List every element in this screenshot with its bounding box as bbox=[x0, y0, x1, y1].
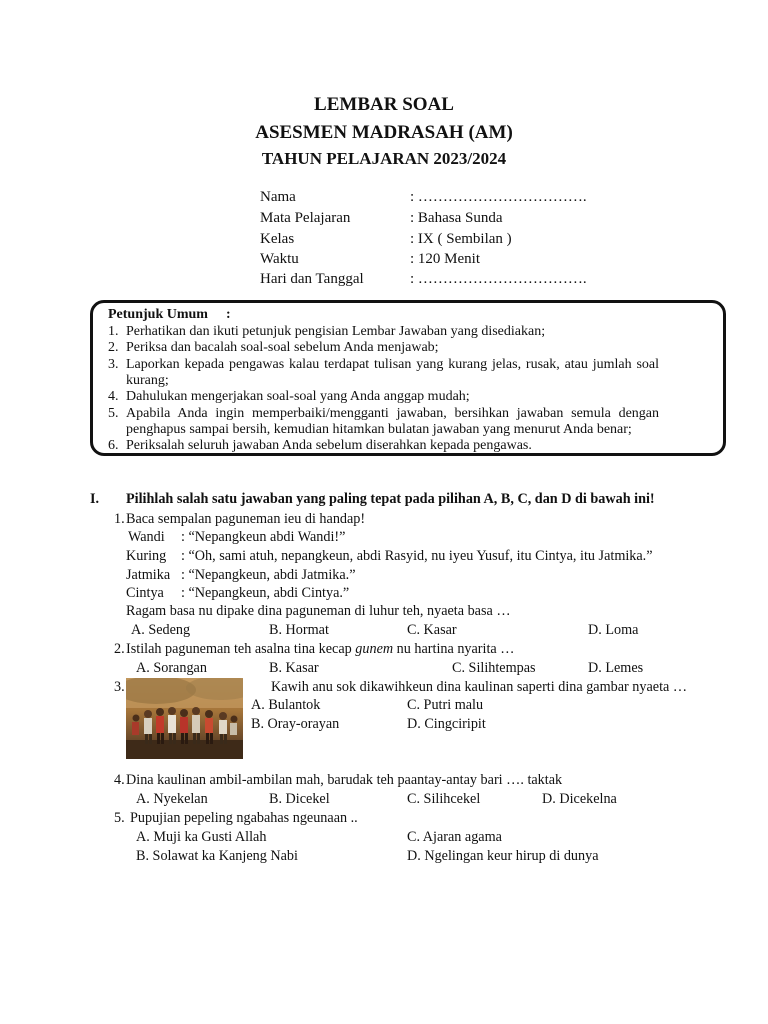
page-title: LEMBAR SOAL bbox=[314, 94, 454, 115]
option-a[interactable]: A. Nyekelan bbox=[136, 791, 208, 807]
question-text: Kawih anu sok dikawihkeun dina kaulinan saperti dina gambar nyaeta … bbox=[271, 679, 688, 695]
instruction-text: Dahulukan mengerjakan soal-soal yang Anda anggap mudah; bbox=[126, 389, 470, 404]
info-value-tanggal: : ……………………………. bbox=[410, 271, 587, 287]
instructions-title: Petunjuk Umum bbox=[108, 307, 208, 322]
question-text: Ragam basa nu dipake dina paguneman di luhur teh, nyaeta basa … bbox=[126, 603, 511, 619]
option-c[interactable]: C. Ajaran agama bbox=[407, 829, 502, 845]
option-b[interactable]: B. Solawat ka Kanjeng Nabi bbox=[136, 848, 298, 864]
section-instruction: Pilihlah salah satu jawaban yang paling tepat pada pilihan A, B, C, dan D di bawah ini! bbox=[126, 491, 655, 507]
question-number: 4. bbox=[114, 772, 125, 788]
option-a[interactable]: A. Bulantok bbox=[251, 697, 321, 713]
info-label-kelas: Kelas bbox=[260, 231, 295, 247]
option-b[interactable]: B. Oray-orayan bbox=[251, 716, 340, 732]
info-label-waktu: Waktu bbox=[260, 251, 299, 267]
question-number: 1. bbox=[114, 511, 125, 527]
instruction-text: Laporkan kepada pengawas kalau terdapat tulisan yang kurang jelas, rusak, atau jumlah soal bbox=[126, 357, 659, 372]
question-intro: Baca sempalan paguneman ieu di handap! bbox=[126, 511, 366, 527]
option-d[interactable]: D. Cingciripit bbox=[407, 716, 486, 732]
option-d[interactable]: D. Lemes bbox=[588, 660, 644, 676]
info-label-nama: Nama bbox=[260, 189, 296, 205]
instruction-num: 5. bbox=[108, 406, 119, 421]
instruction-text: Periksalah seluruh jawaban Anda sebelum diserahkan kepada pengawas. bbox=[126, 438, 532, 453]
question-text: Dina kaulinan ambil-ambilan mah, barudak teh paantay-antay bari …. taktak bbox=[126, 772, 563, 788]
instruction-num: 1. bbox=[108, 324, 119, 339]
option-d[interactable]: D. Dicekelna bbox=[542, 791, 617, 807]
instruction-text: Apabila Anda ingin memperbaiki/mengganti jawaban, bersihkan jawaban semula dengan bbox=[126, 406, 659, 421]
info-value-kelas: : IX ( Sembilan ) bbox=[410, 231, 512, 247]
dialog-speaker: Wandi bbox=[128, 529, 165, 545]
dialog-line: : “Oh, sami atuh, nepangkeun, abdi Rasyid, nu iyeu Yusuf, itu Cintya, itu Jatmika.” bbox=[181, 548, 653, 564]
option-c[interactable]: C. Kasar bbox=[407, 622, 457, 638]
instruction-text: Perhatikan dan ikuti petunjuk pengisian Lembar Jawaban yang disediakan; bbox=[126, 324, 546, 339]
instruction-text-cont: penghapus sampai bersih, kemudian hitamkan bulatan jawaban yang menurut Anda benar; bbox=[126, 422, 632, 437]
question-number: 3. bbox=[114, 679, 125, 695]
instruction-num: 2. bbox=[108, 340, 119, 355]
instruction-text: Periksa dan bacalah soal-soal sebelum Anda menjawab; bbox=[126, 340, 439, 355]
children-playing-photo bbox=[126, 678, 243, 759]
exam-name: ASESMEN MADRASAH (AM) bbox=[255, 122, 513, 143]
option-b[interactable]: B. Dicekel bbox=[269, 791, 330, 807]
option-b[interactable]: B. Hormat bbox=[269, 622, 329, 638]
option-a[interactable]: A. Sorangan bbox=[136, 660, 207, 676]
option-c[interactable]: C. Silihcekel bbox=[407, 791, 481, 807]
section-number: I. bbox=[90, 491, 100, 507]
question-text: Istilah paguneman teh asalna tina kecap gunem nu hartina nyarita … bbox=[126, 641, 515, 657]
dialog-line: : “Nepangkeun, abdi Cintya.” bbox=[181, 585, 350, 601]
info-value-nama: : ……………………………. bbox=[410, 189, 587, 205]
instruction-text-cont: kurang; bbox=[126, 373, 169, 388]
info-label-mapel: Mata Pelajaran bbox=[260, 210, 351, 226]
question-text: Pupujian pepeling ngabahas ngeunaan .. bbox=[130, 810, 358, 826]
instruction-num: 6. bbox=[108, 438, 119, 453]
instruction-num: 4. bbox=[108, 389, 119, 404]
instruction-num: 3. bbox=[108, 357, 119, 372]
dialog-line: : “Nepangkeun, abdi Jatmika.” bbox=[181, 567, 356, 583]
dialog-speaker: Cintya bbox=[126, 585, 164, 601]
option-d[interactable]: D. Ngelingan keur hirup di dunya bbox=[407, 848, 599, 864]
dialog-line: : “Nepangkeun abdi Wandi!” bbox=[181, 529, 346, 545]
option-a[interactable]: A. Muji ka Gusti Allah bbox=[136, 829, 267, 845]
question-number: 2. bbox=[114, 641, 125, 657]
option-b[interactable]: B. Kasar bbox=[269, 660, 319, 676]
dialog-speaker: Kuring bbox=[126, 548, 167, 564]
info-value-mapel: : Bahasa Sunda bbox=[410, 210, 503, 226]
option-d[interactable]: D. Loma bbox=[588, 622, 639, 638]
option-c[interactable]: C. Putri malu bbox=[407, 697, 484, 713]
dialog-speaker: Jatmika bbox=[126, 567, 171, 583]
option-c[interactable]: C. Silihtempas bbox=[452, 660, 536, 676]
option-a[interactable]: A. Sedeng bbox=[131, 622, 191, 638]
instructions-colon: : bbox=[226, 307, 231, 322]
info-value-waktu: : 120 Menit bbox=[410, 251, 480, 267]
question-number: 5. bbox=[114, 810, 125, 826]
academic-year: TAHUN PELAJARAN 2023/2024 bbox=[261, 149, 507, 168]
info-label-tanggal: Hari dan Tanggal bbox=[260, 271, 364, 287]
